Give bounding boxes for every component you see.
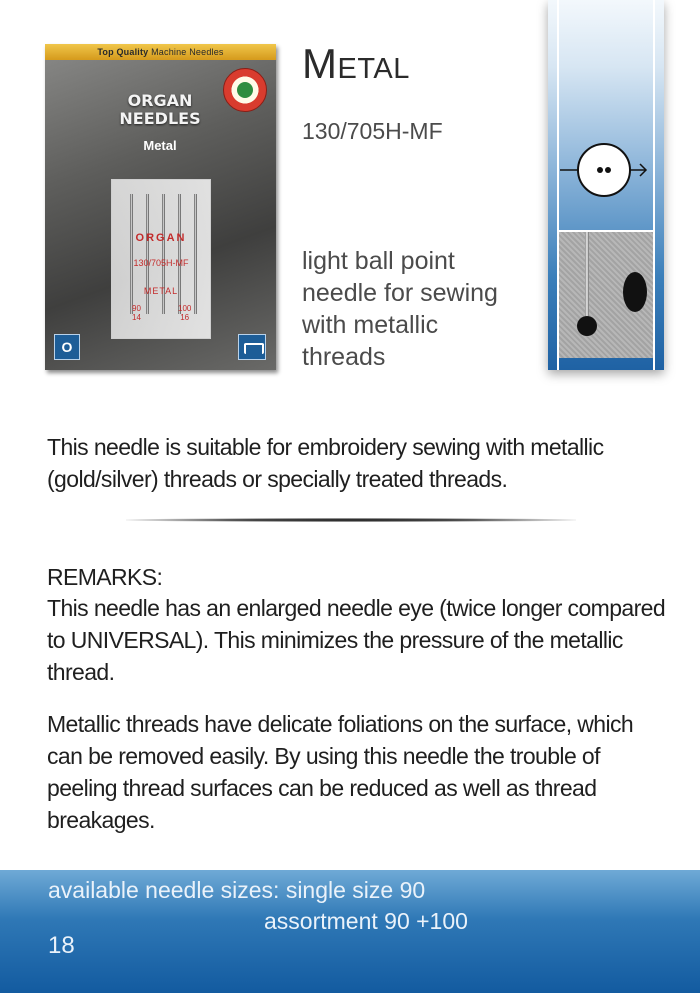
window-type: METAL (143, 286, 179, 296)
package-needle-window (111, 179, 211, 339)
product-code: 130/705H-MF (302, 118, 443, 144)
window-size-a (132, 304, 141, 322)
remarks-paragraph-1: This needle has an enlarged needle eye (twice longer compared to UNIVERSAL). This minimizes the pressure of the metallic thread. (47, 595, 666, 685)
remarks-heading: REMARKS: (47, 564, 163, 590)
window-size-b-bottom: 16 (180, 313, 190, 322)
window-code: 130/705H-MF (133, 258, 189, 268)
quality-seal-icon (223, 68, 267, 112)
package-brand (105, 92, 215, 128)
strip-line-right (653, 0, 655, 370)
intro-paragraph: This needle is suitable for embroidery sewing with metallic (gold/silver) threads or specially treated threads. (47, 434, 604, 492)
product-package-image (45, 44, 276, 370)
window-brand: ORGAN (135, 232, 187, 244)
photo-needle (585, 232, 589, 322)
window-size-a-top: 90 (132, 304, 141, 313)
package-banner-rest: Machine Needles (151, 47, 224, 57)
window-size-a-bottom: 14 (132, 313, 141, 322)
needle-shape (162, 194, 165, 314)
package-banner (45, 44, 276, 60)
package-brand-line2: NEEDLES (119, 109, 201, 128)
needle-shape (130, 194, 133, 314)
product-title: Metal (302, 40, 410, 87)
package-brand-line1: ORGAN (127, 91, 193, 110)
window-size-b (178, 304, 191, 322)
page-number: 18 (48, 932, 75, 959)
package-label: Metal (143, 138, 177, 153)
photo-needle-point (577, 316, 597, 336)
available-sizes-line1: available needle sizes: single size 90 (48, 877, 426, 903)
needle-eye-diagram-icon (558, 140, 652, 202)
window-size-b-top: 100 (178, 304, 192, 313)
remarks-paragraph-2: Metallic threads have delicate foliations on the surface, which can be removed easily. By using this needle the trouble of peeling thread surfaces can be reduced as well as thread breakages. (47, 711, 634, 833)
available-sizes-line2: assortment 90 +100 (264, 908, 468, 934)
needle-shape (194, 194, 197, 314)
needle-shape (178, 194, 181, 314)
package-badge-o: O (54, 334, 80, 360)
section-divider (126, 518, 576, 522)
needle-closeup-photo (559, 230, 653, 358)
product-short-description: light ball point needle for sewing with metallic threads (302, 247, 498, 371)
needle-shape (146, 194, 149, 314)
sewing-machine-icon (238, 334, 266, 360)
photo-needle-eye (623, 272, 647, 312)
package-banner-bold: Top Quality (97, 47, 149, 57)
